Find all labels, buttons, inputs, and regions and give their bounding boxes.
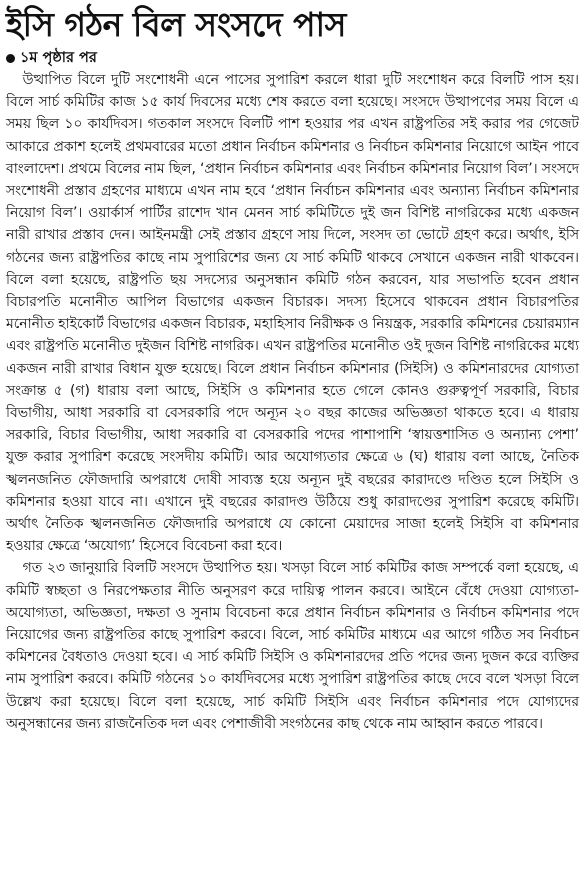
continued-label: ১ম পৃষ্ঠার পর [20, 50, 97, 66]
continued-from-page-one [6, 48, 579, 68]
headline: ইসি গঠন বিল সংসদে পাস [6, 5, 346, 44]
paragraph-2: গত ২৩ জানুয়ারি বিলটি সংসদে উত্থাপিত হয়। খসড়া বিলে সার্চ কমিটির কাজ সম্পর্কে বলা হয়েছে, এ কমিটি স্বচ্ছতা ও নিরপেক্ষতার নীতি অনুসরণ করে দায়িত্ব পালন করবে। আইনে বেঁধে দেওয়া যোগ্যতা-অযোগ্যতা, অভিজ্ঞতা, দক্ষতা ও সুনাম বিবেচনা করে প্রধান নির্বাচন কমিশনার ও নির্বাচন কমিশনার পদে নিয়োগের জন্য রাষ্ট্রপতির কাছে সুপারিশ করবে। বিলে, সার্চ কমিটির মাধ্যমে এর আগে গঠিত সব নির্বাচন কমিশনের বৈধতাও দেওয়া হবে। এ সার্চ কমিটি সিইসি ও কমিশনারদের প্রতি পদের জন্য দুজন করে ব্যক্তির নাম সুপারিশ করবে। কমিটি গঠনের ১০ কার্যদিবসের মধ্যে সুপারিশ রাষ্ট্রপতির কাছে দেবে বলে খসড়া বিলে উল্লেখ করা হয়েছে। বিলে বলা হয়েছে, সার্চ কমিটি সিইসি এবং নির্বাচন কমিশনার পদে যোগ্যদের অনুসন্ধানের জন্য রাজনৈতিক দল এবং পেশাজীবী সংগঠনের কাছ থেকে নাম আহ্বান করতে পারবে। [6, 560, 579, 732]
paragraph-1: উত্থাপিত বিলে দুটি সংশোধনী এনে পাসের সুপারিশ করলে ধারা দুটি সংশোধন করে বিলটি পাস হয়। বিলে সার্চ কমিটির কাজ ১৫ কার্য দিবসের মধ্যে শেষ করতে বলা হয়েছে। সংসদে উত্থাপণের সময় বিলে এ সময় ছিল ১০ কার্যদিবস। গতকাল সংসদে বিলটি পাশ হওয়ার পর এখন রাষ্ট্রপতির সই করার পর গেজেট আকারে প্রকাশ হলেই প্রথমবারের মতো প্রধান নির্বাচন কমিশনার ও নির্বাচন কমিশনার নিয়োগে আইন পাবে বাংলাদেশ। প্রথমে বিলের নাম ছিল, ‘প্রধান নির্বাচন কমিশনার এবং নির্বাচন কমিশনার নিয়োগ বিল’। সংসদে সংশোধনী প্রস্তাব গ্রহণের মাধ্যমে এখন নাম হবে ‘প্রধান নির্বাচন কমিশনার এবং অন্যান্য নির্বাচন কমিশনার নিয়োগ বিল’। ওয়ার্কার্স পার্টির রাশেদ খান মেনন সার্চ কমিটিতে দুই জন বিশিষ্ট নাগরিকের মধ্যে একজন নারী রাখার প্রস্তাব দেন। আইনমন্ত্রী সেই প্রস্তাব গ্রহণে সায় দিলে, সংসদ তা ভোটে গ্রহণ করে। অর্থাৎ, ইসি গঠনের জন্য রাষ্ট্রপতির কাছে নাম সুপারিশের জন্য যে সার্চ কমিটি থাকবে সেখানে একজন নারী থাকবেন। বিলে বলা হয়েছে, রাষ্ট্রপতি ছয় সদস্যের অনুসন্ধান কমিটি গঠন করবেন, যার সভাপতি হবেন প্রধান বিচারপতি মনোনীত আপিল বিভাগের একজন বিচারক। সদস্য হিসেবে থাকবেন প্রধান বিচারপতির মনোনীত হাইকোর্ট বিভাগের একজন বিচারক, মহাহিসাব নিরীক্ষক ও নিয়ন্ত্রক, সরকারি কমিশনের চেয়ারম্যান এবং রাষ্ট্রপতি মনোনীত দুইজন বিশিষ্ট নাগরিক। এখন রাষ্ট্রপতির মনোনীত ওই দুজন বিশিষ্ট নাগরিকের মধ্যে একজন নারী রাখার বিধান যুক্ত হয়েছে। বিলে প্রধান নির্বাচন কমিশনার (সিইসি) ও কমিশনারদের যোগ্যতা সংক্রান্ত ৫ (গ) ধারায় বলা আছে, সিইসি ও কমিশনার হতে গেলে কোনও গুরুত্বপূর্ণ সরকারি, বিচার বিভাগীয়, আধা সরকারি বা বেসরকারি পদে অন্যূন ২০ বছর কাজের অভিজ্ঞতা থাকতে হবে। এ ধারায় সরকারি, বিচার বিভাগীয়, আধা সরকারি বা বেসরকারি পদের পাশাপাশি ‘স্বায়ত্তশাসিত ও অন্যান্য পেশা’ যুক্ত করার সুপারিশ করেছে সংসদীয় কমিটি। আর অযোগ্যতার ক্ষেত্রে ৬ (ঘ) ধারায় বলা আছে, নৈতিক স্খলনজনিত ফৌজদারি অপরাধে দোষী সাব্যস্ত হয়ে অন্যূন দুই বছরের কারাদণ্ডে দণ্ডিত হলে সিইসি ও কমিশনার হওয়া যাবে না। এখানে দুই বছরের কারাদণ্ড উঠিয়ে শুধু কারাদণ্ডের সুপারিশ করেছে কমিটি। অর্থাৎ নৈতিক স্খলনজনিত ফৌজদারি অপরাধে যে কোনো মেয়াদের সাজা হলেই সিইসি বা কমিশনার হওয়ার ক্ষেত্রে ‘অযোগ্য’ হিসেবে বিবেচনা করা হবে। [6, 72, 579, 555]
bullet-icon [6, 54, 15, 63]
